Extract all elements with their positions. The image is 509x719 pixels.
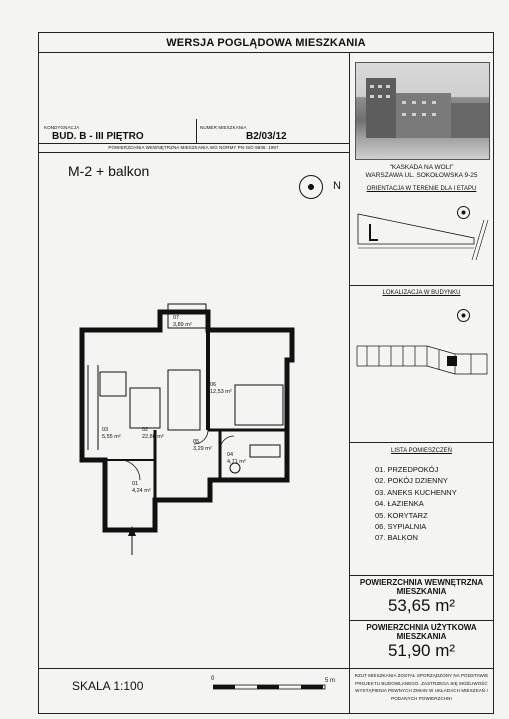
list-item: 07. BALKON xyxy=(375,533,418,543)
door-swing xyxy=(120,460,140,480)
page-title: WERSJA POGLĄDOWA MIESZKANIA xyxy=(166,37,366,49)
room-01-area: 4,24 m² xyxy=(132,488,151,494)
divider xyxy=(349,668,494,669)
numer-value: B2/03/12 xyxy=(246,131,287,142)
project-address: WARSZAWA UL. SOKOŁOWSKA 9-25 xyxy=(365,172,478,179)
divider xyxy=(349,575,494,576)
compass-icon xyxy=(457,206,470,219)
usable-area-label: POWIERZCHNIA UŻYTKOWA xyxy=(366,623,477,632)
numer-label: NUMER MIESZKANIA xyxy=(200,125,247,130)
list-item: 04. ŁAZIENKA xyxy=(375,499,424,509)
scale-label: SKALA 1:100 xyxy=(72,679,144,693)
building-location-plan xyxy=(355,340,490,380)
compass-icon xyxy=(457,309,470,322)
room-03-area: 5,55 m² xyxy=(102,434,121,440)
bathtub xyxy=(250,445,280,457)
room-06-num: 06 xyxy=(210,382,217,388)
bed xyxy=(235,385,283,425)
building-photo xyxy=(355,62,490,160)
scale-end: 5 m xyxy=(325,678,336,684)
list-item: 01. PRZEDPOKÓJ xyxy=(375,465,439,474)
location-heading: LOKALIZACJA W BUDYNKU xyxy=(382,290,461,296)
list-item: 02. POKÓJ DZIENNY xyxy=(375,476,448,486)
divider xyxy=(38,152,349,153)
floor-plan xyxy=(60,290,310,560)
orientation-heading: ORIENTACJA W TERENIE DLA I ETAPU xyxy=(366,186,477,192)
sofa xyxy=(130,388,160,428)
project-name: "KASKADA NA WOLI" xyxy=(389,164,454,171)
room-05-area: 3,29 m² xyxy=(193,446,212,452)
room-05-num: 05 xyxy=(193,439,200,445)
room-07-area: 3,89 m² xyxy=(173,322,192,328)
usable-area-value: 51,90 m² xyxy=(387,641,456,660)
divider xyxy=(196,119,197,143)
door-swing xyxy=(220,436,234,450)
norm-note: POWIERZCHNIA WEWNĘTRZNA MIESZKANIA WG NORMY PN-ISO 9836: 1997 xyxy=(108,145,279,150)
internal-area-label: POWIERZCHNIA WEWNĘTRZNA xyxy=(359,578,484,587)
room-04-num: 04 xyxy=(227,452,234,458)
outer-wall xyxy=(82,312,292,530)
kondygnacja-label: KONDYGNACJA xyxy=(44,125,80,130)
kondygnacja-value: BUD. B - III PIĘTRO xyxy=(52,131,144,142)
room-06-area: 12,53 m² xyxy=(210,389,232,395)
divider xyxy=(38,143,349,144)
kitchen-counter xyxy=(88,365,98,450)
divider xyxy=(349,442,494,443)
room-04-area: 4,71 m² xyxy=(227,459,246,465)
divider xyxy=(349,620,494,621)
footnote-line: PODANYCH POWIERZCHNI xyxy=(391,695,452,701)
dining-table xyxy=(100,372,126,396)
divider xyxy=(38,668,349,669)
list-item: 06. SYPIALNIA xyxy=(375,522,427,532)
rooms-list-heading: LISTA POMIESZCZEŃ xyxy=(391,448,452,454)
list-item: 03. ANEKS KUCHENNY xyxy=(375,487,457,497)
room-02-area: 22,80 m² xyxy=(142,434,164,440)
internal-area-value: 53,65 m² xyxy=(387,596,456,615)
footnote-line: RZUT MIESZKANIA ZOSTAŁ SPORZĄDZONY NA PODSTAWIE xyxy=(354,673,489,678)
list-item: 05. KORYTARZ xyxy=(375,510,428,520)
footnote-line: PROJEKTU BUDOWLANEGO. ZASTRZEGA SIĘ MOŻLIWOŚĆ xyxy=(355,680,488,686)
footnote-line: WYSTĄPIENIA PEWNYCH ZMIAN W UKŁADACH MIESZKAŃ I xyxy=(355,688,488,693)
divider xyxy=(38,52,494,53)
room-01-num: 01 xyxy=(132,481,139,487)
room-list xyxy=(375,464,457,544)
sofa xyxy=(168,370,200,430)
divider xyxy=(349,285,494,286)
north-label: N xyxy=(333,180,341,192)
footnote xyxy=(349,672,494,702)
room-07-num: 07 xyxy=(173,315,180,321)
scale-bar xyxy=(213,684,328,690)
site-orientation-map xyxy=(354,198,492,260)
apartment-type: M-2 + balkon xyxy=(68,163,150,179)
usable-area-label-2: MIESZKANIA xyxy=(396,632,447,641)
room-02-num: 02 xyxy=(142,427,149,433)
room-03-num: 03 xyxy=(102,427,109,433)
scale-start: 0 xyxy=(211,676,215,682)
compass-icon xyxy=(299,175,323,199)
internal-area-label-2: MIESZKANIA xyxy=(396,587,447,596)
